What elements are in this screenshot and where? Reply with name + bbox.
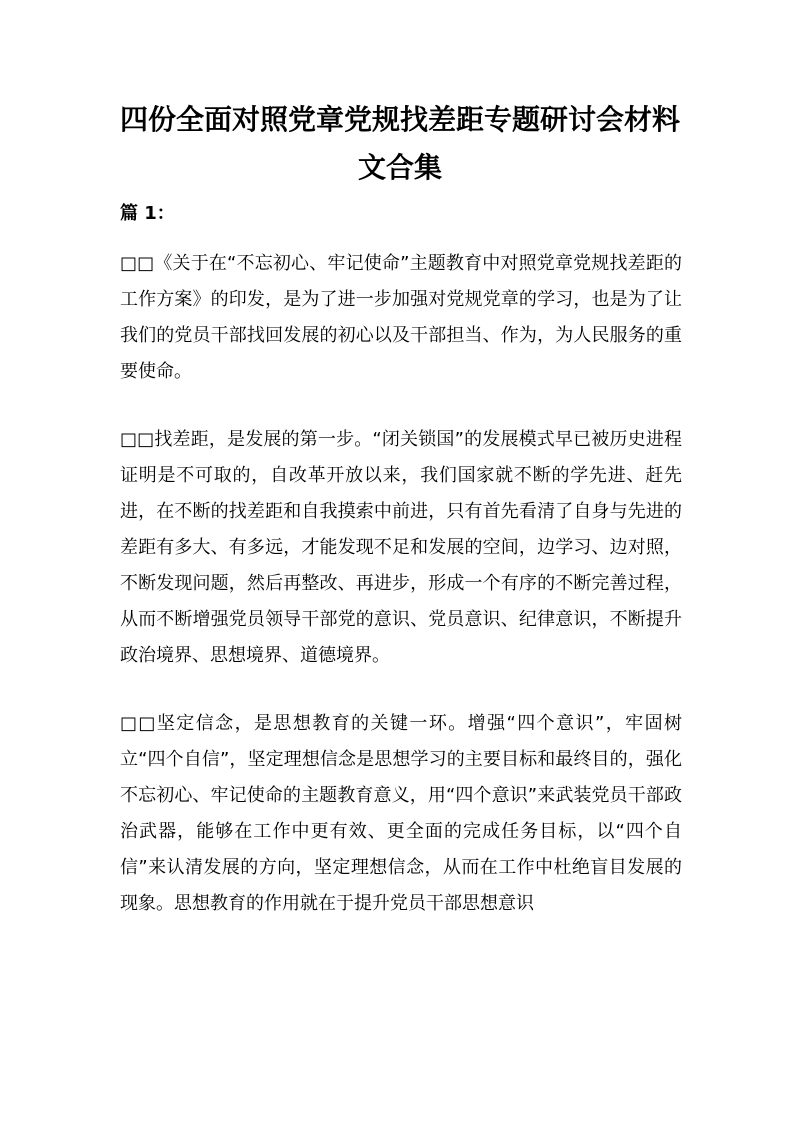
section-label: 篇 1： <box>120 203 175 224</box>
document-title: 四份全面对照党章党规找差距专题研讨会材料文合集 <box>120 103 681 184</box>
paragraph-3: □□坚定信念，是思想教育的关键一环。增强“四个意识”，牢固树立“四个自信”，坚定理想信念是思想学习的主要目标和最终目的，强化不忘初心、牢记使命的主题教育意义，用“四个意识”来武装党员干部政治武器，能够在工作中更有效、更全面的完成任务目标，以“四个自信”来认清发展的方向，坚定理想信念，从而在工作中杜绝盲目发展的现象。思想教育的作用就在于提升党员干部思想意识 <box>120 713 682 914</box>
paragraph-2: □□找差距，是发展的第一步。“闭关锁国”的发展模式早已被历史进程证明是不可取的，自改革开放以来，我们国家就不断的学先进、赶先进，在不断的找差距和自我摸索中前进，只有首先看清了自身与先进的差距有多大、有多远，才能发现不足和发展的空间，边学习、边对照，不断发现问题，然后再整改、再进步，形成一个有序的不断完善过程，从而不断增强党员领导干部党的意识、党员意识、纪律意识，不断提升政治境界、思想境界、道德境界。 <box>120 429 682 666</box>
paragraph-1: □□《关于在“不忘初心、牢记使命”主题教育中对照党章党规找差距的工作方案》的印发，是为了进一步加强对党规党章的学习，也是为了让我们的党员干部找回发展的初心以及干部担当、作为，为人民服务的重要使命。 <box>120 253 682 382</box>
